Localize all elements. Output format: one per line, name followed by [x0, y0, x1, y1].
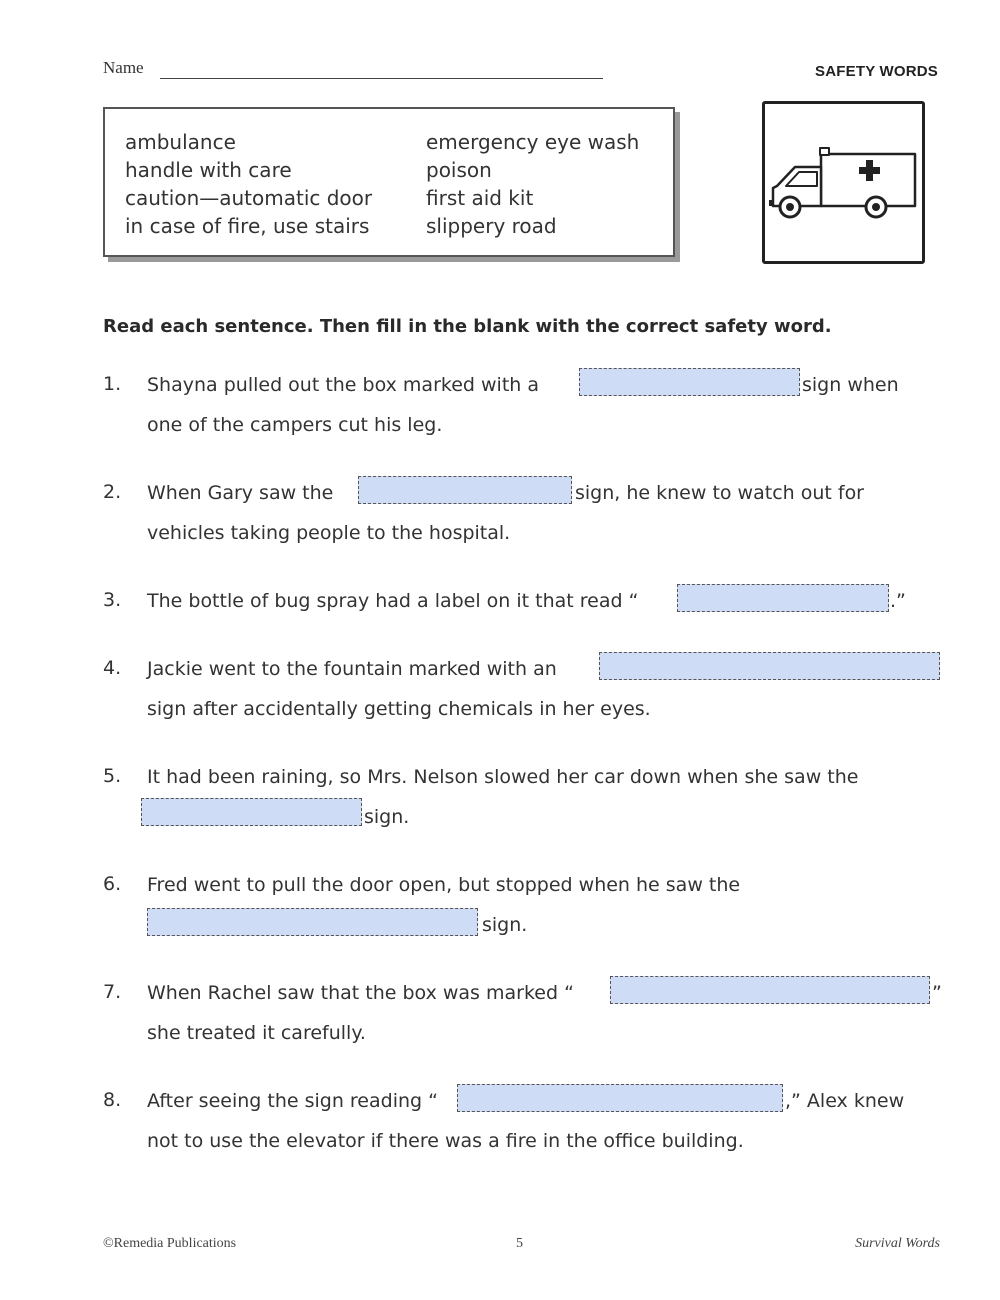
question-text: The bottle of bug spray had a label on it that read “ [147, 590, 639, 612]
question-text: vehicles taking people to the hospital. [147, 522, 511, 544]
word-bank-column-1 [125, 128, 372, 240]
question-number: 8. [103, 1089, 122, 1111]
question-number: 1. [103, 373, 122, 395]
question-text: After seeing the sign reading “ [147, 1090, 438, 1112]
word-bank-item: slippery road [426, 214, 557, 238]
question-text: sign when [802, 374, 899, 396]
question-text: sign, he knew to watch out for [575, 482, 864, 504]
answer-blank-4[interactable] [599, 652, 940, 680]
question-text: Shayna pulled out the box marked with a [147, 374, 539, 396]
question-text: Fred went to pull the door open, but stopped when he saw the [147, 874, 741, 896]
word-bank-item: ambulance [125, 130, 236, 154]
word-bank-item: emergency eye wash [426, 130, 640, 154]
ambulance-picture-frame [762, 101, 925, 264]
question-text: Jackie went to the fountain marked with an [147, 658, 557, 680]
question-text: sign. [364, 806, 410, 828]
question-text: When Gary saw the [147, 482, 334, 504]
answer-blank-2[interactable] [358, 476, 572, 504]
question-text: ,” Alex knew [785, 1090, 905, 1112]
footer-publisher: ©Remedia Publications [103, 1236, 237, 1251]
page-title: SAFETY WORDS [815, 63, 938, 80]
answer-blank-3[interactable] [677, 584, 889, 612]
question-text: sign after accidentally getting chemicals in her eyes. [147, 698, 651, 720]
question-number: 7. [103, 981, 122, 1003]
answer-blank-5[interactable] [141, 798, 362, 826]
word-bank-box [103, 107, 675, 257]
word-bank-item: handle with care [125, 158, 292, 182]
question-text: not to use the elevator if there was a fire in the office building. [147, 1130, 744, 1152]
question-number: 5. [103, 765, 122, 787]
answer-blank-1[interactable] [579, 368, 800, 396]
name-field-line[interactable] [160, 78, 603, 79]
question-text: sign. [482, 914, 528, 936]
ambulance-icon [765, 104, 922, 261]
answer-blank-7[interactable] [610, 976, 930, 1004]
question-text: ” [932, 982, 942, 1004]
question-text: .” [890, 590, 906, 612]
question-number: 2. [103, 481, 122, 503]
question-number: 4. [103, 657, 122, 679]
footer-book-title: Survival Words [855, 1236, 940, 1251]
name-label: Name [103, 58, 144, 77]
word-bank-item: in case of fire, use stairs [125, 214, 370, 238]
word-bank-item: caution—automatic door [125, 186, 373, 210]
question-text: When Rachel saw that the box was marked “ [147, 982, 574, 1004]
question-text: It had been raining, so Mrs. Nelson slowed her car down when she saw the [147, 766, 859, 788]
question-text: one of the campers cut his leg. [147, 414, 443, 436]
instructions: Read each sentence. Then fill in the blank with the correct safety word. [103, 316, 832, 337]
word-bank-item: poison [426, 158, 492, 182]
question-number: 3. [103, 589, 122, 611]
question-text: she treated it carefully. [147, 1022, 366, 1044]
question-number: 6. [103, 873, 122, 895]
word-bank-item: first aid kit [426, 186, 534, 210]
page-number: 5 [516, 1236, 523, 1251]
word-bank-column-2 [426, 128, 639, 240]
answer-blank-8[interactable] [457, 1084, 783, 1112]
answer-blank-6[interactable] [147, 908, 478, 936]
